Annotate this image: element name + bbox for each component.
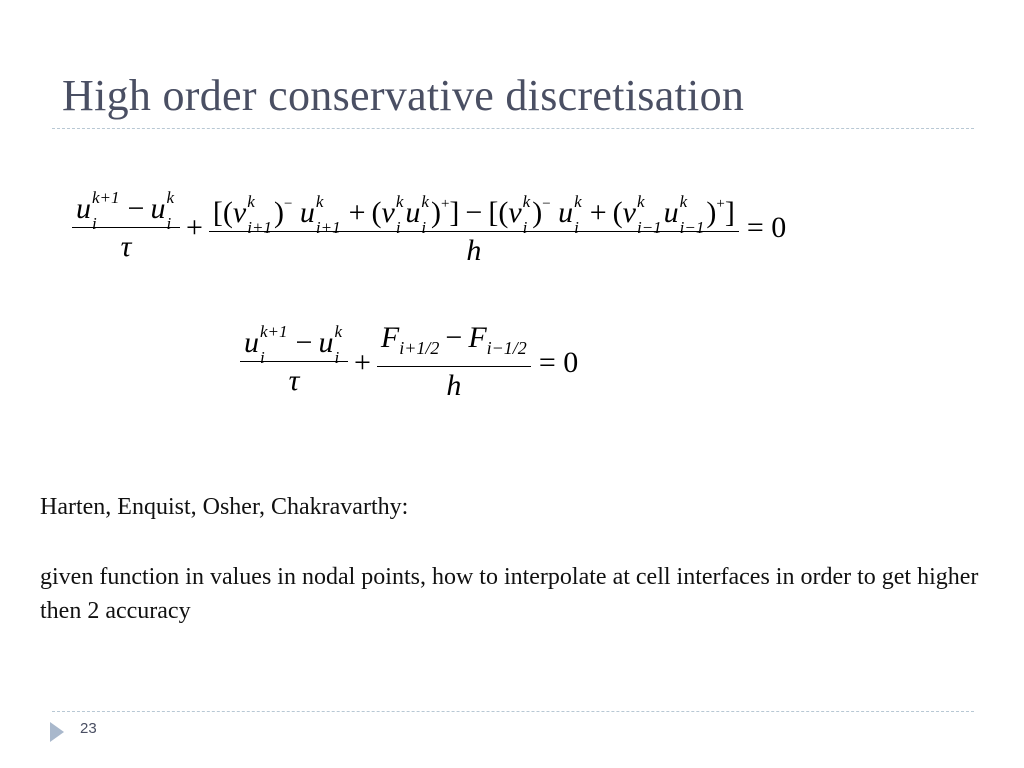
equation-full-upwind: u k+1 i − u k i τ + [(v k i+1 )− u k i+1 + (v k i u k i )+] − [(v k i )− u k i + (v k i−1 u k i−1 )+] h = 0 [72,186,786,270]
equation-conservative-form: u k+1 i − u k i τ + $\frac{F_{i+1/2} - F_{i-1/2}}{h}$ = 0 [240,320,578,405]
flux-difference-fraction: [(v k i+1 )− u k i+1 + (v k i u k i )+] − [(v k i )− u k i + (v k i−1 u k i−1 )+] h [209,186,739,270]
slide-title: High order conservative discretisation [62,71,745,120]
equals-zero: = 0 [746,211,787,244]
h-symbol: h [466,234,482,267]
description-text: given function in values in nodal points, how to interpolate at cell interfaces in order to get higher then 2 accuracy [40,564,979,624]
page-number: 23 [80,720,97,737]
play-arrow-icon [50,722,64,742]
time-derivative-fraction: u k+1 i − u k i τ [240,325,348,400]
h-symbol: h [446,369,462,402]
tau-symbol: τ [120,229,132,263]
tau-symbol: τ [288,364,300,397]
authors-line: Harten, Enquist, Osher, Chakravarthy: [40,494,409,520]
footer-divider [52,711,974,712]
interface-flux-fraction: $\frac{F_{i+1/2} - F_{i-1/2}}{h}$ [377,320,531,405]
equals-zero: = 0 [538,345,579,379]
time-derivative-fraction: u k+1 i − u k i τ [72,191,180,266]
title-divider [52,128,974,129]
